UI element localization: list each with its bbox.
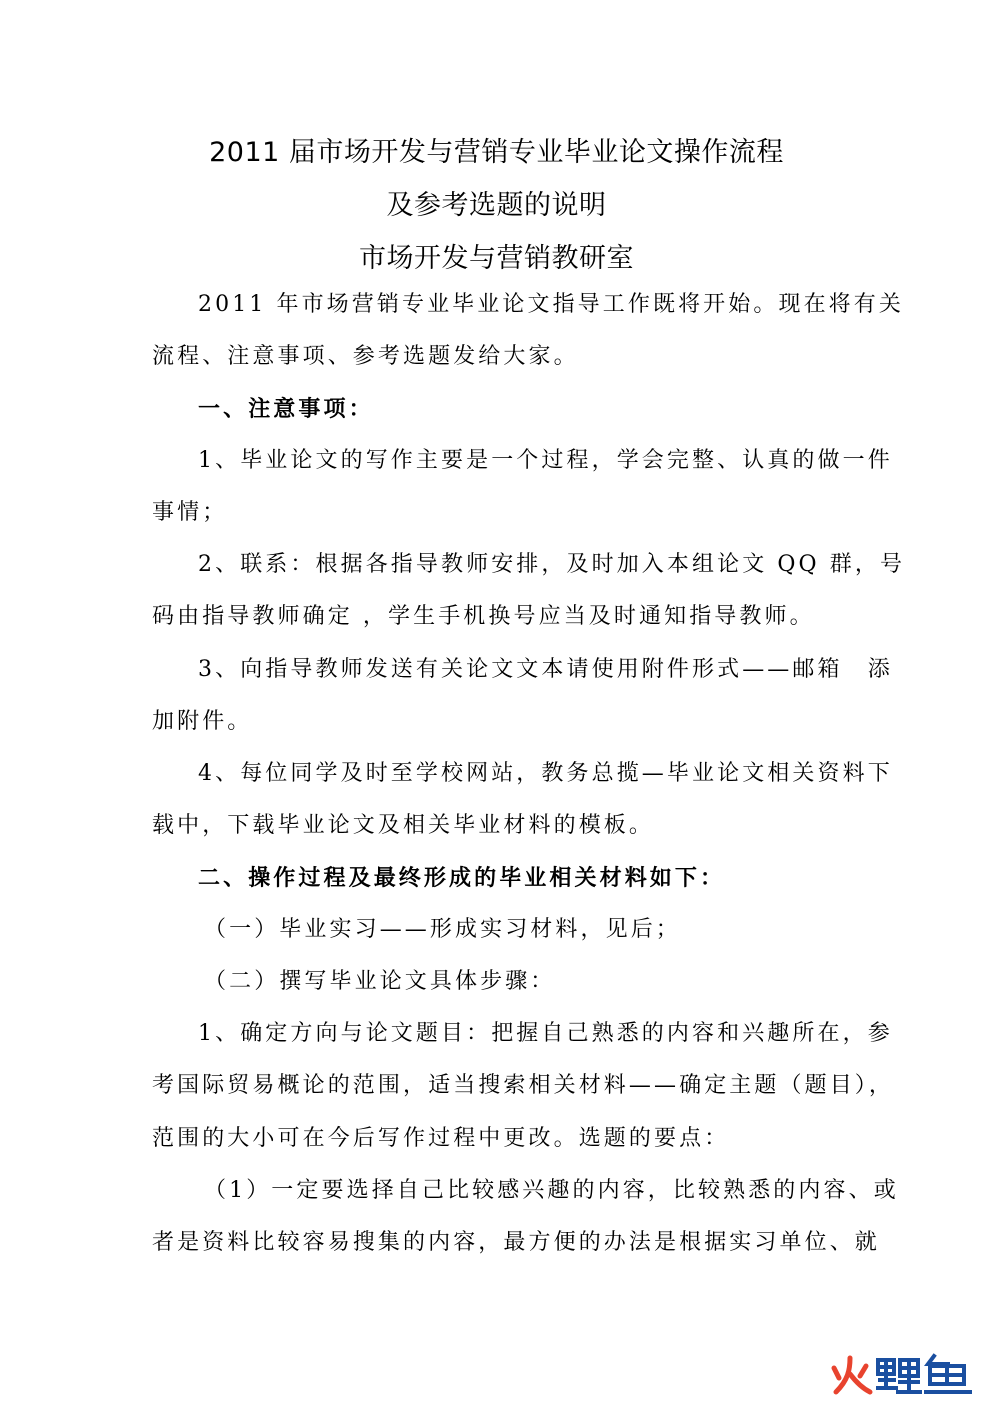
item3-line-1: 3、向指导教师发送有关论文文本请使用附件形式——邮箱 添 (198, 657, 893, 682)
step1-line-1: 1、确定方向与论文题目：把握自己熟悉的内容和兴趣所在，参 (198, 1021, 893, 1046)
document-subtitle: 及参考选题的说明 (386, 190, 607, 221)
item1-line-2: 事情； (152, 500, 228, 525)
step1-line-2: 考国际贸易概论的范围，适当搜索相关材料——确定主题（题目）， (152, 1073, 895, 1098)
item1-line-1: 1、毕业论文的写作主要是一个过程，学会完整、认真的做一件 (198, 448, 893, 473)
item3-line-2: 加附件。 (152, 709, 253, 734)
watermark-logo (826, 1352, 976, 1398)
watermark-logo-graphic (826, 1352, 976, 1398)
document-title: 2011 届市场开发与营销专业毕业论文操作流程 (209, 137, 784, 168)
section2-heading: 二、操作过程及最终形成的毕业相关材料如下： (198, 865, 726, 891)
document-author: 市场开发与营销教研室 (359, 243, 634, 274)
subsection-2: （二）撰写毕业论文具体步骤： (204, 969, 556, 994)
point1-line-2: 者是资料比较容易搜集的内容，最方便的办法是根据实习单位、就 (152, 1230, 880, 1255)
intro-line-1: 2011 年市场营销专业毕业论文指导工作既将开始。现在将有关 (198, 292, 904, 317)
item4-line-2: 载中，下载毕业论文及相关毕业材料的模板。 (152, 813, 655, 838)
item2-line-1: 2、联系：根据各指导教师安排，及时加入本组论文 QQ 群，号 (198, 552, 906, 577)
step1-line-3: 范围的大小可在今后写作过程中更改。选题的要点： (152, 1126, 730, 1151)
subsection-1: （一）毕业实习——形成实习材料，见后； (204, 917, 681, 942)
item4-line-1: 4、每位同学及时至学校网站，教务总揽—毕业论文相关资料下 (198, 761, 893, 786)
intro-line-2: 流程、注意事项、参考选题发给大家。 (152, 344, 579, 369)
item2-line-2: 码由指导教师确定 ，学生手机换号应当及时通知指导教师。 (152, 604, 815, 629)
point1-line-1: （1）一定要选择自己比较感兴趣的内容，比较熟悉的内容、或 (204, 1178, 899, 1203)
section1-heading: 一、注意事项： (198, 396, 374, 422)
